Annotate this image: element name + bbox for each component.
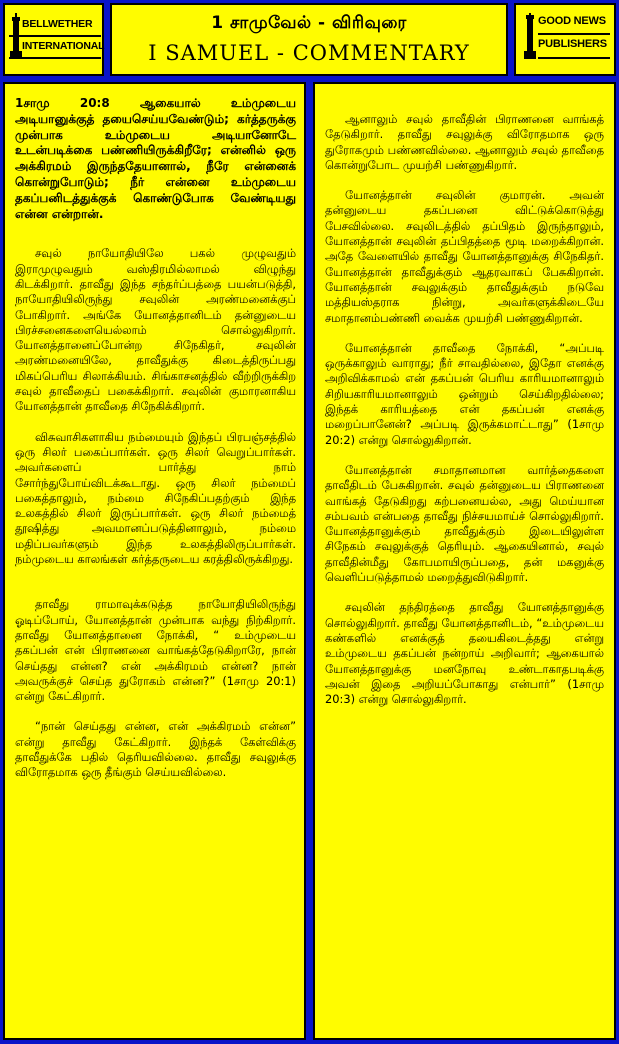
paragraph: ஆனாலும் சவுல் தாவீதின் பிராணனை வாங்கத் தேடுகிறார். தாவீது சவுலுக்கு விரோதமாக ஒரு துரோகமும் பண்ணவில்லை. ஆனாலும் சவுல் தாவீதை கொன்றுபோட முயற்சி பண்ணுகிறார்.	[325, 112, 604, 172]
paragraph: சவுலின் தந்திரத்தை தாவீது யோனத்தானுக்கு சொல்லுகிறார். தாவீது யோனத்தானிடம், “உம்முடைய கண்களில் எனக்குத் தயைகிடைத்தது என்று உம்முடைய தகப்பன் நன்றாய் அறிவார்; ஆகையால் யோனத்தானுக்கு மனநோவு உண்டாகாதபடிக்கு அவன் இதை அறியப்போகாது என்பார்” (1சாமு 20:3) என்று சொல்லுகிறார்.	[325, 600, 604, 707]
left-column	[3, 82, 306, 1040]
verse-text: 1சாமு 20:8 ஆகையால் உம்முடைய அடியானுக்குத் தயைசெய்யவேண்டும்; கர்த்தருக்கு முன்பாக உம்முடைய அடியானோடே உடன்படிக்கை பண்ணியிருக்கிறீரே; என்னில் ஒரு அக்கிரமம் இருந்ததேயானால், நீரே என்னைக் கொன்றுபோடும்; நீர் என்னை உம்முடைய தகப்பனிடத்துக்குக் கொண்டுபோக வேண்டியது என்ன என்றான்.	[15, 96, 296, 221]
good-news-logo	[514, 3, 616, 76]
paragraph: விசுவாசிகளாகிய நம்மையும் இந்தப் பிரபஞ்சத்தில் ஒரு சிலர் பகைப்பார்கள். ஒரு சிலர் வெறுப்பார்கள். அவர்களைப் பார்த்து நாம் சோர்ந்துபோய்விடக்கூடாது. ஒரு சிலர் நம்மைப் பகைத்தாலும், நம்மை சிநேகிப்பதற்கும் இந்த உலகத்தில் சிலர் இருப்பார்கள். ஒரு சிலர் நம்மைத் தூஷித்து அவமானப்படுத்தினாலும், நம்மை மதிப்பவர்களும் இந்த உலகத்திலிருப்பார்கள். நம்முடைய காலங்கள் கர்த்தருடைய கரத்திலிருக்கிறது.	[15, 429, 296, 567]
paragraph: யோனத்தான் சமாதானமான வார்த்தைகளை தாவீதிடம் பேசுகிறான். சவுல் தன்னுடைய பிராணனை வாங்கத் தேடுகிறது கற்பனையல்ல, அது மெய்யான சம்பவம் என்பதை தாவீது நிச்சயமாய்ச் சொல்லுகிறார். யோனத்தானுக்கும் தாவீதுக்கும் இடையிலுள்ள சிநேகம் சவுலுக்குத் தெரியும். ஆகையினால், சவுல் தாவீதின்மீது கோபமாயிருப்பதை, தன் மகனுக்கு வெளிப்படுத்தாமல் மறைத்துவிடுகிறார்.	[325, 462, 604, 585]
paragraph: சவுல் நாயோதியிலே பகல் முழுவதும் இராமுழுவதும் வஸ்திரமில்லாமல் விழுந்து கிடக்கிறார். தாவீது இந்த சந்தர்ப்பத்தை பயன்படுத்தி, நாயோதியிலிருந்து சவுலின் அரண்மனைக்குப் போகிறார். அங்கே யோனத்தானிடம் தன்னுடைய பிரச்சனைகளையெல்லாம் சொல்லுகிறார். யோனத்தானைப்போன்ற சிநேகிதர், சவுலின் அரண்மனையிலே, தாவீதுக்கு கிடைத்திருப்பது மிகப்பெரிய சிலாக்கியம். சிங்காசனத்தில் வீற்றிருக்கிற சவுல் தாவீதைப் பகைக்கிறார். சவுலின் குமாரனாகிய யோனத்தான் தாவீதை சிநேகிக்கிறார்.	[15, 246, 296, 414]
paragraph: “நான் செய்தது என்ன, என் அக்கிரமம் என்ன” என்று தாவீது கேட்கிறார். இந்தக் கேள்விக்கு தாவீதுக்கே பதில் தெரியவில்லை. தாவீது சவுலுக்கு விரோதமாக ஒரு தீங்கும் செய்யவில்லை.	[15, 719, 296, 780]
bellwether-logo-text: BELLWETHER INTERNATIONAL	[22, 18, 105, 52]
title-banner	[110, 3, 508, 76]
title-tamil: 1 சாமுவேல் - விரிவுரை	[211, 13, 407, 33]
paragraph: தாவீது ராமாவுக்கடுத்த நாயோதியிலிருந்து ஓடிப்போய், யோனத்தான் முன்பாக வந்து நிற்கிறார். தாவீது யோனத்தானை நோக்கி, “ உம்முடைய தகப்பன் என் பிராணனை வாங்கத்தேடுகிறாரே, நான் செய்தது என்ன? என் அக்கிரமம் என்ன? நான் அவருக்குச் செய்த துரோகம் என்ன?” (1சாமு 20:1) என்று கேட்கிறார்.	[15, 597, 296, 704]
bellwether-logo	[3, 3, 104, 76]
paragraph: யோனத்தான் சவுலின் குமாரன். அவன் தன்னுடைய தகப்பனை விட்டுக்கொடுத்து பேசவில்லை. சவுலிடத்தில் தப்பிதம் இருந்தாலும், யோனத்தான் சவுலின் தப்பிதத்தை மூடி மறைக்கிறான். அதே வேளையில் தாவீது யோனத்தானுக்கு சிநேகிதர். யோனத்தான் தாவீதுக்கும் ஆதரவாகப் பேசுகிறான். யோனத்தான் சவுலுக்கும் தாவீதுக்கும் நடுவே மத்தியஸ்தராக நின்று, அவர்களுக்கிடையே சமாதானம்பண்ணி வைக்க முயற்சி பண்ணுகிறான்.	[325, 188, 604, 325]
paragraph: யோனத்தான் தாவீதை நோக்கி, “அப்படி ஒருக்காலும் வாராது; நீர் சாவதில்லை, இதோ எனக்கு அறிவிக்காமல் என் தகப்பன் பெரிய காரியமானாலும் சிறியகாரியமானாலும் ஒன்றும் செய்கிறதில்லை; இந்தக் காரியத்தை என் தகப்பன் எனக்கு மறைப்பானேன்? அப்படி இருக்கமாட்டாது” (1சாமு 20:2) என்று சொல்லுகிறான்.	[325, 340, 604, 447]
right-column	[313, 82, 616, 1040]
title-english: I SAMUEL - COMMENTARY	[148, 41, 470, 65]
good-news-logo-text: GOOD NEWS PUBLISHERS	[538, 15, 607, 50]
